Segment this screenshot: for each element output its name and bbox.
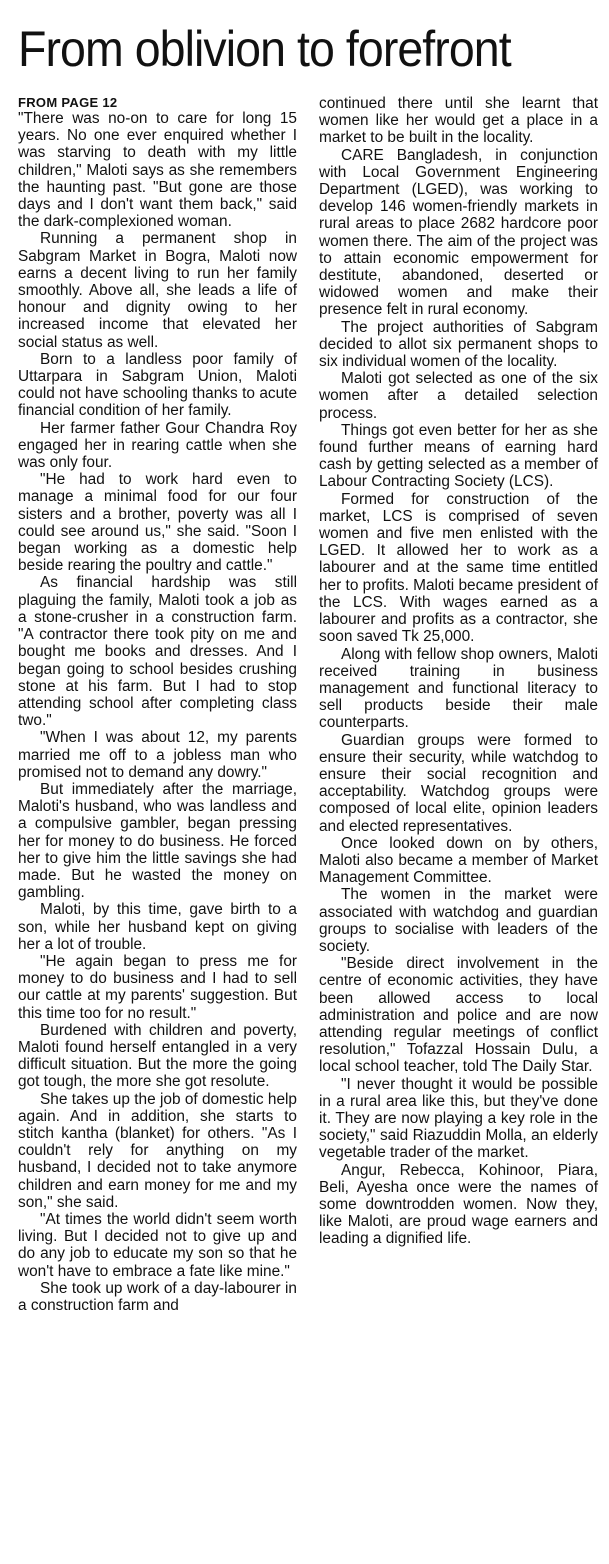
paragraph: She took up work of a day-labourer in a construction farm and [18,1279,297,1315]
paragraph: Burdened with children and poverty, Maloti found herself entangled in a very difficult situation. But the more the going got tough, the more she got resolute. [18,1021,297,1091]
paragraph: But immediately after the marriage, Maloti's husband, who was landless and a compulsive gambler, began pressing her for money to do business. He forced her to give him the little savings she had made. But he wasted the money on gambling. [18,780,297,902]
paragraph: Along with fellow shop owners, Maloti received training in business management and functional literacy to sell products beside their male counterparts. [319,645,598,732]
paragraph: "When I was about 12, my parents married me off to a jobless man who promised not to demand any dowry." [18,729,297,781]
paragraph: "Beside direct involvement in the centre of economic activities, they have been allowed access to local administration and police and are now attending regular meetings of conflict resolution," Tofazzal Hossain Dulu, a local school teacher, told The Daily Star. [319,955,598,1076]
paragraph: CARE Bangladesh, in conjunction with Local Government Engineering Department (LGED), was working to develop 146 women-friendly markets in rural areas to place 2682 hardcore poor women there. The aim of the project was to attain economic empowerment for destitute, abandoned, deserted or widowed women and make their presence felt in rural economy. [319,146,598,319]
paragraph: Formed for construction of the market, LCS is comprised of seven women and five men enlisted with the LGED. It allowed her to work as a labourer and at the same time entitled her to profits. Maloti became president of the LCS. With wages earned as a labourer and profits as a contractor, she soon saved Tk 25,000. [319,490,598,646]
paragraph: "I never thought it would be possible in a rural area like this, but they've done it. They are now playing a key role in the society," said Riazuddin Molla, an elderly vegetable trader of the market. [319,1075,598,1162]
paragraph: Maloti, by this time, gave birth to a son, while her husband kept on giving her a lot of trouble. [18,901,297,953]
paragraph: The women in the market were associated with watchdog and guardian groups to socialise with leaders of the society. [319,886,598,955]
continued-from-label: FROM PAGE 12 [18,95,118,110]
paragraph: Her farmer father Gour Chandra Roy engaged her in rearing cattle when she was only four. [18,419,297,472]
paragraph: Running a permanent shop in Sabgram Market in Bogra, Maloti now earns a decent living to run her family smoothly. Above all, she leads a life of honour and dignity owing to her increased income that elevated her social status as well. [18,230,297,351]
paragraph: continued there until she learnt that women like her would get a place in a market to be built in the locality. [319,95,598,147]
paragraph: "He again began to press me for money to do business and I had to sell our cattle at my parents' suggestion. But this time too for no result." [18,952,297,1022]
paragraph: Things got even better for her as she found further means of earning hard cash by getting selected as a member of Labour Contracting Society (LCS). [319,421,598,491]
paragraph: She takes up the job of domestic help again. And in addition, she starts to stitch kantha (blanket) for others. "As I couldn't rely for anything on my husband, I decided not to take anymore children and earn money for me and my son," she said. [18,1090,297,1211]
paragraph: "At times the world didn't seem worth living. But I decided not to give up and do any job to educate my son so that he won't have to embrace a fate like mine." [18,1211,297,1280]
article-body [18,95,598,1314]
article-headline: From oblivion to forefront [18,21,511,77]
paragraph: Guardian groups were formed to ensure their security, while watchdog to ensure their social recognition and acceptability. Watchdog groups were composed of local elite, opinion leaders and elected representatives. [319,731,598,835]
paragraph: "There was no-on to care for long 15 years. No one ever enquired whether I was starving to death with my little children," Maloti says as she remembers the haunting past. "But gone are those days and I don't want them back," said the dark-complexioned woman. [18,110,297,231]
paragraph: The project authorities of Sabgram decided to allot six permanent shops to six individual women of the locality. [319,318,598,371]
right-column [319,95,598,1314]
paragraph: Maloti got selected as one of the six women after a detailed selection process. [319,370,598,422]
left-column [18,95,297,1314]
paragraph: Born to a landless poor family of Uttarpara in Sabgram Union, Maloti could not have schooling thanks to acute financial condition of her family. [18,350,297,420]
paragraph: Angur, Rebecca, Kohinoor, Piara, Beli, Ayesha once were the names of some downtrodden women. Now they, like Maloti, are proud wage earners and leading a dignified life. [319,1161,598,1248]
kicker-paragraph [18,95,297,230]
paragraph: "He had to work hard even to manage a minimal food for our four sisters and a brother, poverty was all I could see around us," she said. "Soon I began working as a domestic help beside rearing the poultry and cattle." [18,471,297,575]
paragraph: As financial hardship was still plaguing the family, Maloti took a job as a stone-crusher in a construction farm. "A contractor there took pity on me and bought me books and dresses. And I began going to school besides crushing stone at his farm. But I had to stop attending school after completing class two." [18,574,297,730]
paragraph: Once looked down on by others, Maloti also became a member of Market Management Committee. [319,834,598,887]
